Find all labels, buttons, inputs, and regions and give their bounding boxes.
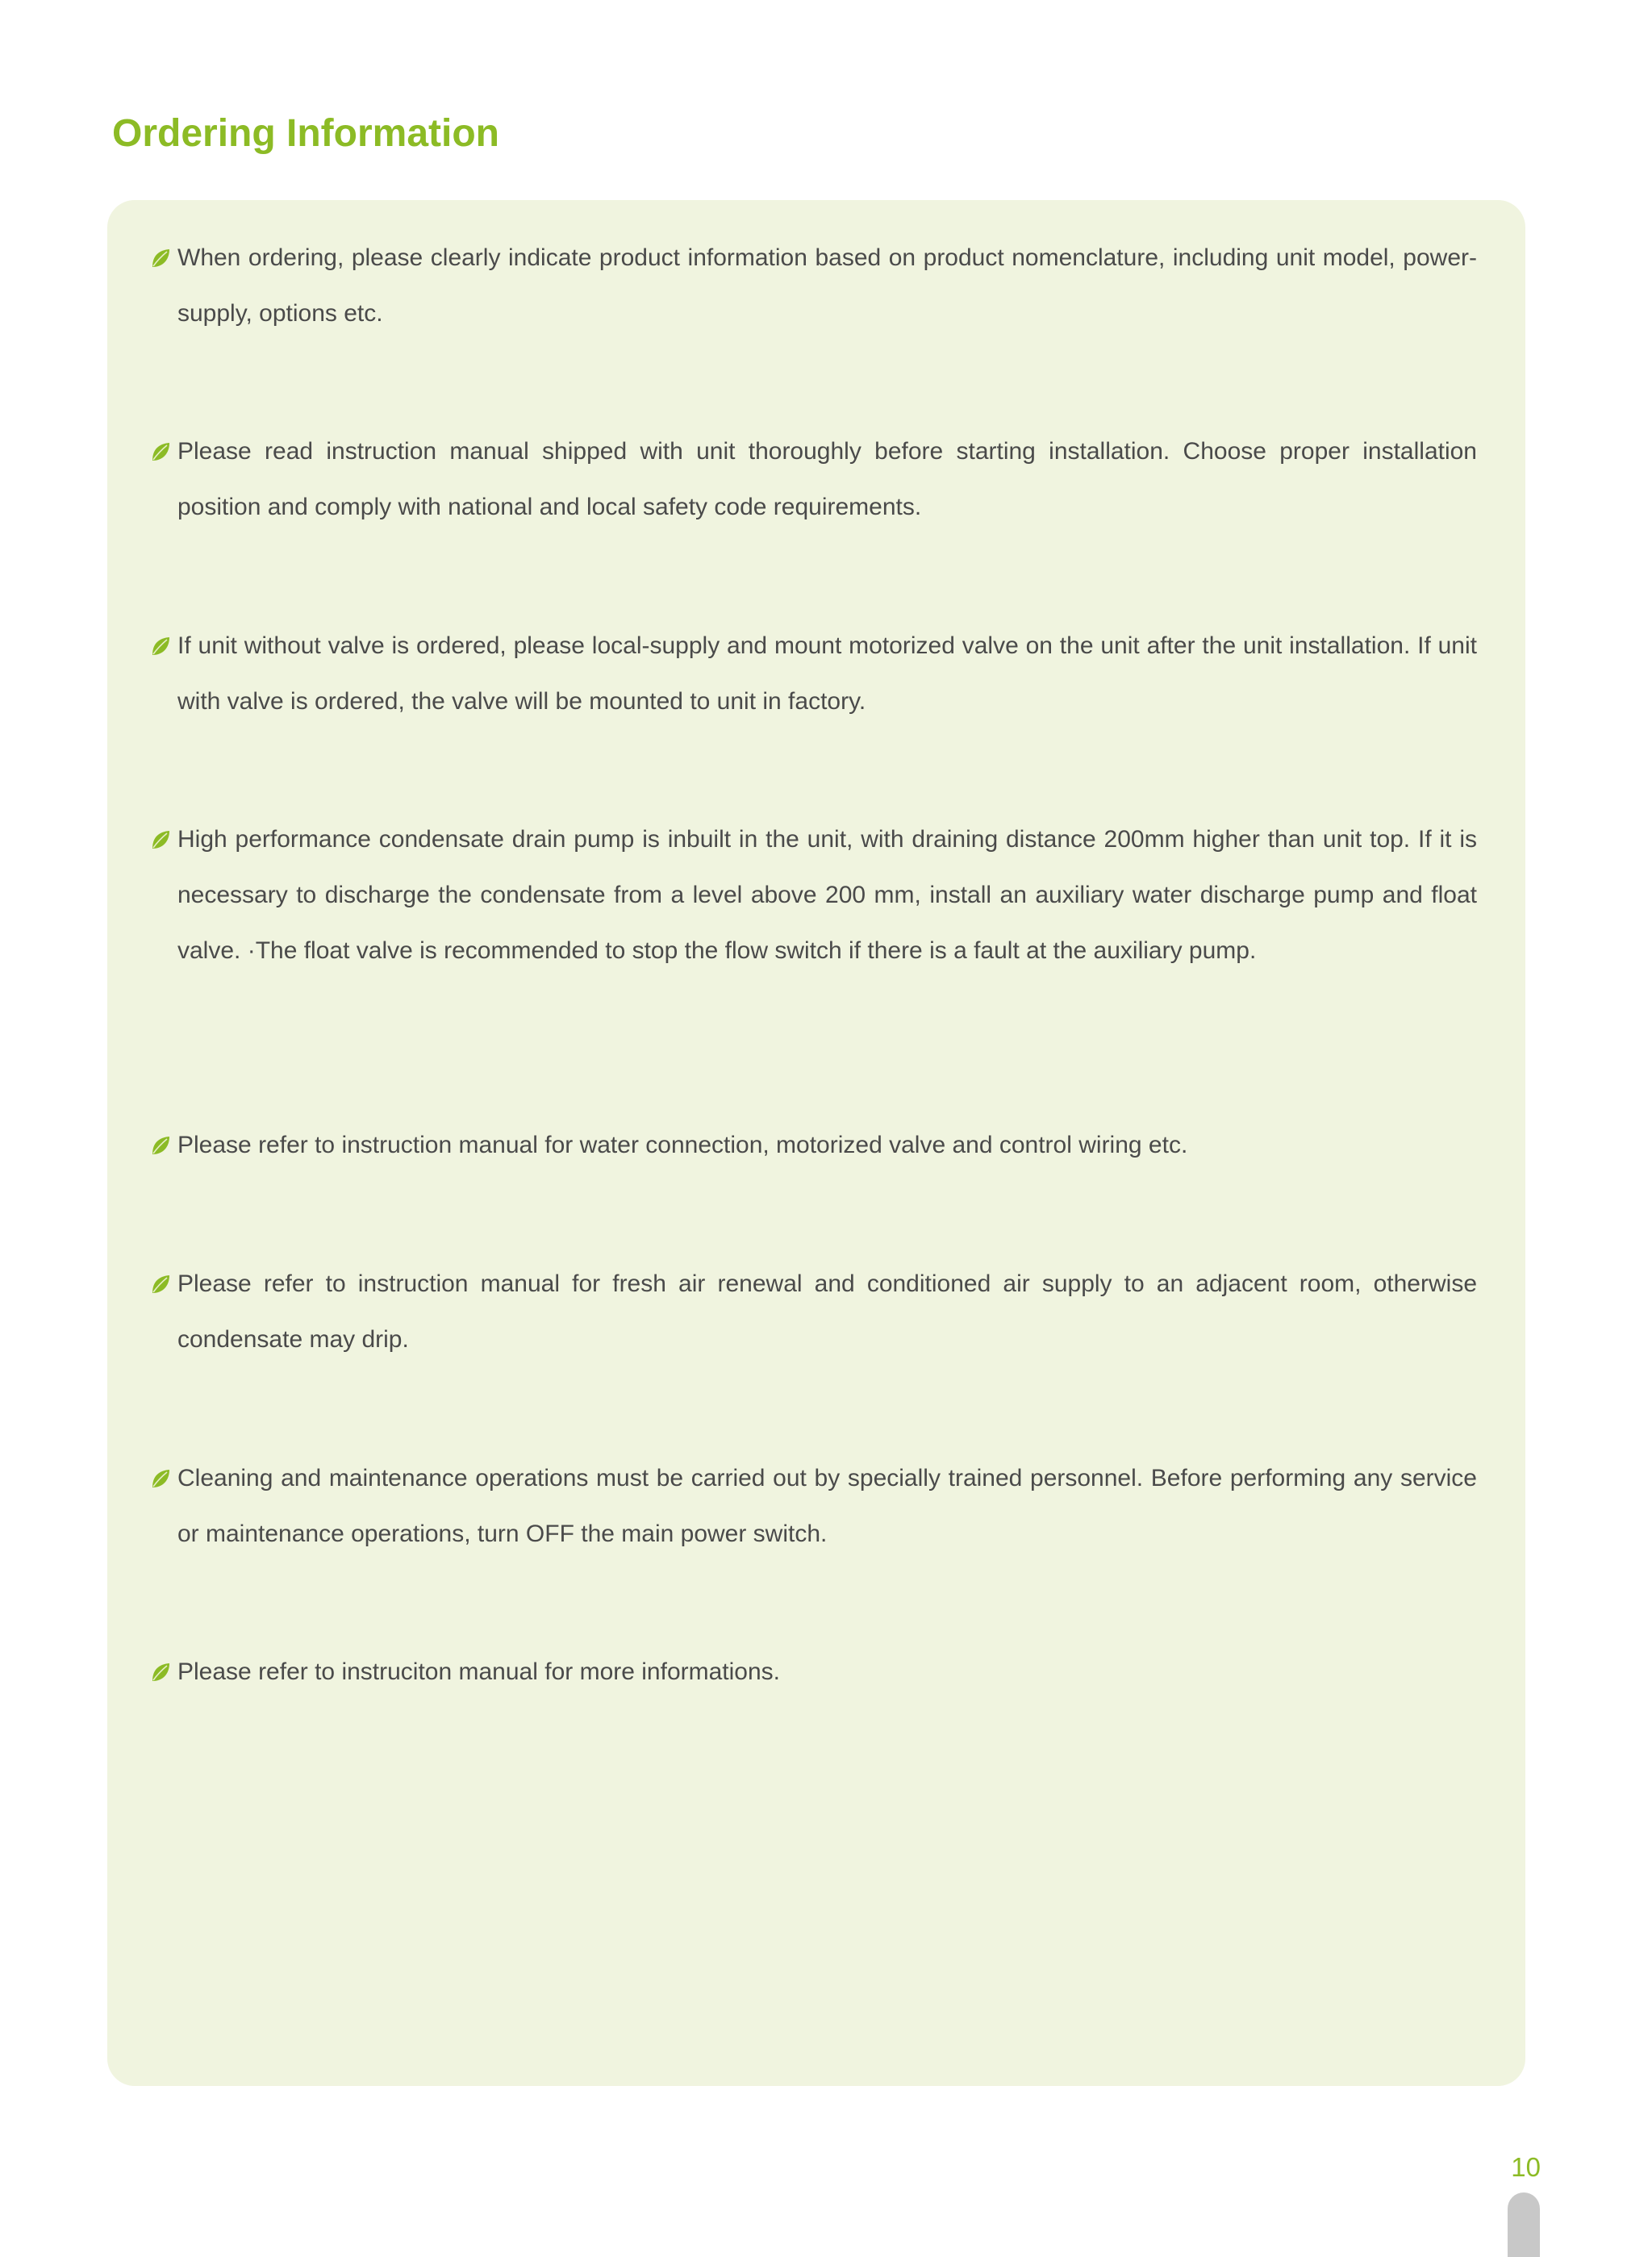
list-item [177, 618, 1477, 729]
list-item [177, 423, 1477, 535]
leaf-icon [149, 1273, 172, 1295]
list-item-text: Cleaning and maintenance operations must be carried out by specially trained personnel. Before performing any service or maintenance operations, turn OFF the main power switch. [177, 1465, 1477, 1547]
leaf-icon [149, 247, 172, 269]
list-item [177, 230, 1477, 341]
leaf-icon [149, 440, 172, 463]
page-tab [1508, 2192, 1540, 2257]
list-item-text: Please refer to instruction manual for water connection, motorized valve and control wiring etc. [177, 1132, 1188, 1158]
list-item [177, 1644, 1477, 1700]
list-item [177, 1450, 1477, 1562]
leaf-icon [149, 635, 172, 657]
list-item [177, 811, 1477, 978]
list-item-text: Please refer to instruction manual for fresh air renewal and conditioned air supply to an adjacent room, otherwise condensate may drip. [177, 1270, 1477, 1353]
list-item [177, 1117, 1477, 1173]
list-item-text: Please read instruction manual shipped with unit thoroughly before starting installation. Choose proper installation position and comply with national and local safety code requirements. [177, 438, 1477, 520]
leaf-icon [149, 828, 172, 851]
leaf-icon [149, 1134, 172, 1157]
list-item-text: If unit without valve is ordered, please local-supply and mount motorized valve on the unit after the unit installation. If unit with valve is ordered, the valve will be mounted to unit in factory. [177, 632, 1477, 715]
page-number: 10 [1511, 2152, 1541, 2182]
leaf-icon [149, 1661, 172, 1683]
list-item-text: Please refer to instruciton manual for more informations. [177, 1658, 780, 1685]
page-title: Ordering Information [112, 112, 499, 155]
leaf-icon [149, 1467, 172, 1490]
list-item-text: When ordering, please clearly indicate product information based on product nomenclature, including unit model, power-supply, options etc. [177, 244, 1477, 327]
list-item-text: High performance condensate drain pump is inbuilt in the unit, with draining distance 200mm higher than unit top. If it is necessary to discharge the condensate from a level above 200 mm, install an auxiliary water discharge pump and float valve. ·The float valve is recommended to stop the flow switch if there is a fault at the auxiliary pump. [177, 826, 1477, 964]
list-item [177, 1256, 1477, 1367]
